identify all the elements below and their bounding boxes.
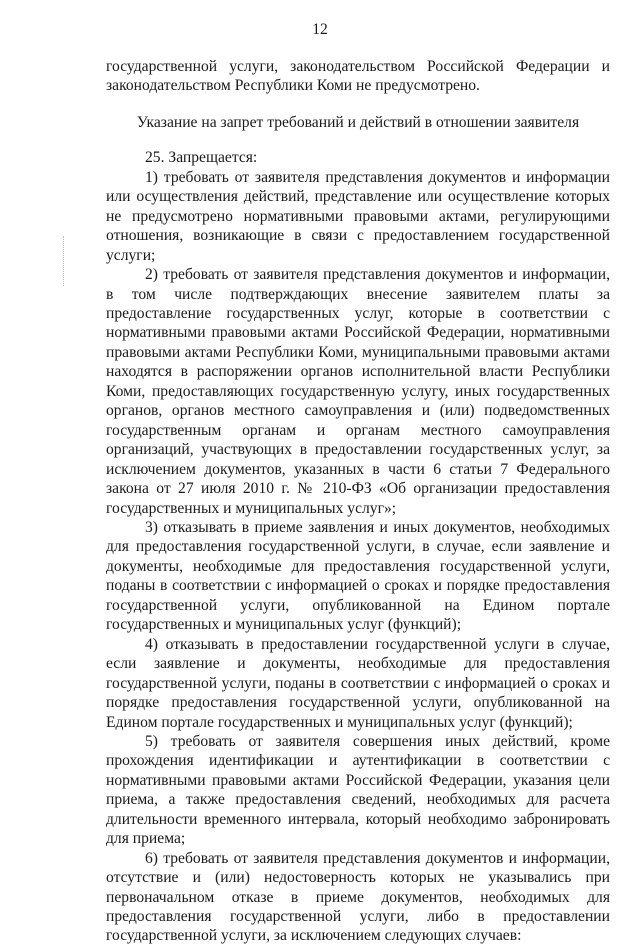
clause-item-3: 3) отказывать в приеме заявления и иных документов, необходимых для предоставления государственной услуги, в случае, если заявление и документы, необходимые для предоставления государственной услуги, поданы в соответствии с информацией о сроках и порядке предоставления государственной услуги, опубликованной на Едином портале государственных и муниципальных услуг (функций); (106, 518, 610, 634)
clause-item-1: 1) требовать от заявителя представления документов и информации или осуществления действий, представление или осуществление которых не предусмотрено нормативными правовыми актами, регулирующими отношения, возникающие в связи с предоставлением государственной услуги; (106, 168, 610, 264)
scan-margin-mark (63, 236, 64, 286)
clause-intro: 25. Запрещается: (145, 149, 258, 167)
section-heading: Указание на запрет требований и действий в отношении заявителя (136, 113, 580, 131)
clause-item-4: 4) отказывать в предоставлении государственной услуги в случае, если заявление и документы, необходимые для предоставления государственной услуги, поданы в соответствии с информацией о сроках и порядке предоставления государственной услуги, опубликованной на Едином портале государственных и муниципальных услуг (функций); (106, 635, 610, 731)
clause-item-2: 2) требовать от заявителя представления документов и информации, в том числе подтверждающих внесение заявителем платы за предоставление государственных услуг, которые в соответствии с нормативными правовыми актами Российской Федерации, нормативными правовыми актами Республики Коми, муниципальными правовыми актами находятся в распоряжении органов исполнительной власти Республики Коми, предоставляющих государственную услугу, иных государственных органов, органов местного самоуправления и (или) подведомственных государственным органам и органам местного самоуправления организаций, участвующих в предоставлении государственных услуг, за исключением документов, указанных в части 6 статьи 7 Федерального закона от 27 июля 2010 г. № 210-ФЗ «Об организации предоставления государственных и муниципальных услуг»; (106, 266, 610, 517)
continuation-paragraph: государственной услуги, законодательством Российской Федерации и законодательством Республики Коми не предусмотрено. (106, 58, 610, 95)
page-number: 12 (312, 21, 328, 38)
clause-item-6: 6) требовать от заявителя представления документов и информации, отсутствие и (или) недостоверность которых не указывались при первоначальном отказе в приеме документов, необходимых для предоставления государственной услуги, либо в предоставлении государственной услуги, за исключением следующих случаев: (106, 849, 610, 945)
clause-item-5: 5) требовать от заявителя совершения иных действий, кроме прохождения идентификации и аутентификации в соответствии с нормативными правовыми актами Российской Федерации, указания цели приема, а также предоставления сведений, необходимых для расчета длительности временного интервала, который необходимо забронировать для приема; (106, 732, 610, 848)
document-body (106, 57, 610, 946)
